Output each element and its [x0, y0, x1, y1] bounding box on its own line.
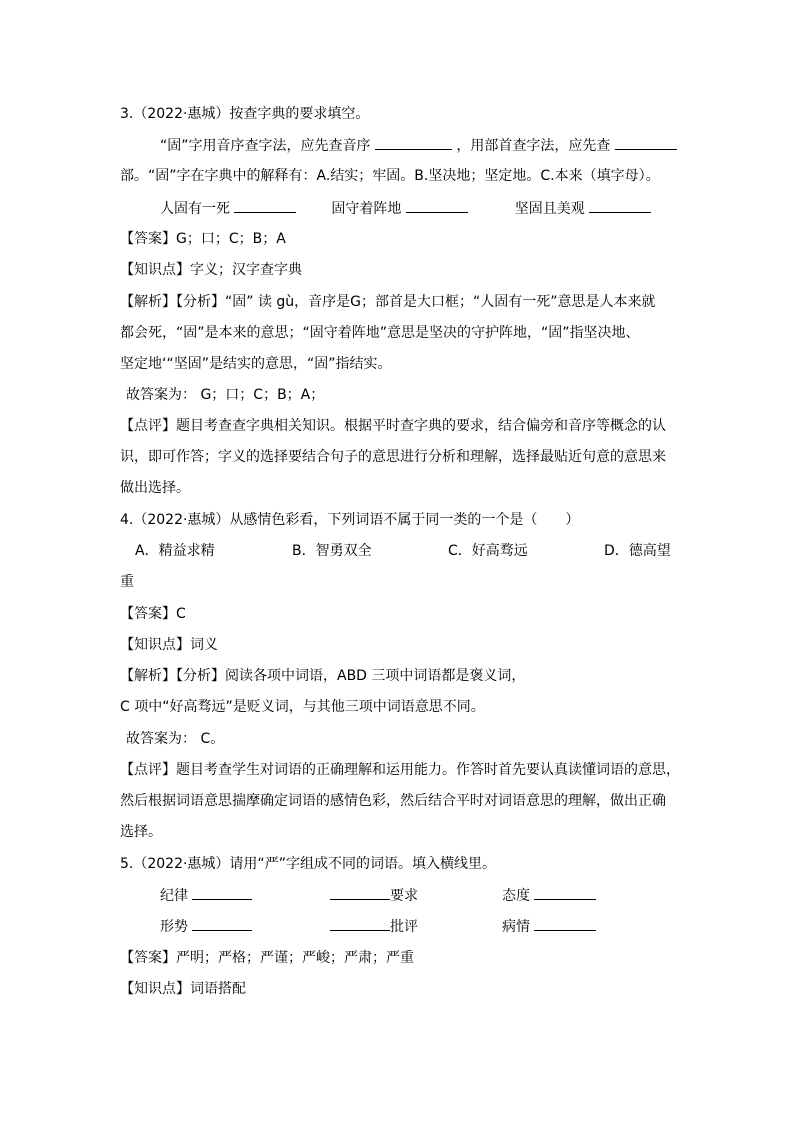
q4-title: 4.（2022·惠城）从感情色彩看，下列词语不属于同一类的一个是（ ）: [120, 512, 580, 528]
q4-option-b[interactable]: B．智勇双全: [292, 543, 372, 559]
q3-item-2: 固守着阵地: [331, 201, 402, 217]
q3-analysis-2: 都会死，“固”是本来的意思；“固守着阵地”意思是坚决的守护阵地，“固”指坚决地、: [120, 325, 640, 341]
q5-row-2a: [160, 916, 252, 937]
q4-option-d[interactable]: D．德高望: [604, 543, 671, 559]
q3-blank-1[interactable]: [375, 135, 452, 150]
q4-knowledge: 【知识点】词义: [120, 637, 218, 653]
q3-blank-3[interactable]: [234, 198, 296, 213]
q3-blank-5[interactable]: [589, 198, 651, 213]
q5-title: 5.（2022·惠城）请用“严”字组成不同的词语。填入横线里。: [120, 856, 496, 872]
q3-item-3: 坚固且美观: [514, 201, 585, 217]
q4-analysis-1: 【解析】【分析】阅读各项中词语，ABD 三项中词语都是褒义词，: [120, 668, 526, 684]
q3-analysis-3: 坚定地‘“坚固”是结实的意思，“固”指结实。: [120, 356, 392, 372]
q5-blank-3[interactable]: [534, 885, 596, 900]
q3-title: 3.（2022·惠城）按查字典的要求填空。: [120, 106, 370, 122]
q4-analysis-2: C 项中“好高骛远”是贬义词，与其他三项中词语意思不同。: [120, 699, 485, 715]
q3-comment-2: 识，即可作答；字义的选择要结合句子的意思进行分析和理解，选择最贴近句意的意思来: [120, 449, 666, 465]
q3-line1-b: ，用部首查字法，应先查: [456, 138, 611, 154]
q5-word-1: 纪律: [160, 888, 188, 904]
q5-answer: 【答案】严明；严格；严谨；严峻；严肃；严重: [120, 950, 414, 966]
q3-so-answer: 故答案为： G；口；C；B；A；: [126, 387, 325, 403]
q5-knowledge: 【知识点】词语搭配: [120, 981, 246, 997]
q5-blank-2[interactable]: [330, 885, 390, 900]
q3-blank-2[interactable]: [615, 135, 677, 150]
q5-word-2: 要求: [390, 888, 418, 904]
q3-answer: 【答案】G；口；C；B；A: [120, 231, 286, 247]
q3-analysis-1: 【解析】【分析】“固” 读 gù，音序是G；部首是大口框；“人固有一死”意思是人本来就: [120, 294, 656, 310]
q5-row-1a: [160, 885, 252, 906]
q4-option-a[interactable]: A．精益求精: [135, 543, 215, 559]
q5-word-6: 病情: [502, 919, 530, 935]
q4-comment-2: 然后根据词语意思揣摩确定词语的感情色彩，然后结合平时对词语意思的理解，做出正确: [120, 793, 666, 809]
q3-line2: 部。“固”字在字典中的解释有：A.结实；牢固。B.坚决地；坚定地。C.本来（填字母）。: [120, 168, 660, 184]
q4-comment-1: 【点评】题目考查学生对词语的正确理解和运用能力。作答时首先要认真读懂词语的意思，: [120, 762, 680, 778]
q5-blank-4[interactable]: [192, 916, 252, 931]
q3-line1: [160, 135, 677, 156]
q5-blank-5[interactable]: [330, 916, 390, 931]
q3-blank-4[interactable]: [406, 198, 468, 213]
q4-options: [135, 541, 215, 561]
q3-line1-a: “固”字用音序查字法，应先查音序: [160, 138, 371, 154]
q4-option-c[interactable]: C．好高骛远: [448, 543, 528, 559]
q5-row-1b: [330, 885, 418, 906]
q5-blank-1[interactable]: [192, 885, 252, 900]
q3-knowledge: 【知识点】字义；汉字查字典: [120, 262, 302, 278]
q5-word-5: 批评: [390, 919, 418, 935]
q3-comment-1: 【点评】题目考查查字典相关知识。根据平时查字典的要求，结合偏旁和音序等概念的认: [120, 418, 666, 434]
q3-items: [160, 198, 651, 219]
q5-row-1c: [502, 885, 596, 906]
q4-comment-3: 选择。: [120, 824, 162, 840]
q5-word-3: 态度: [502, 888, 530, 904]
q4-answer: 【答案】C: [120, 606, 186, 622]
q3-comment-3: 做出选择。: [120, 480, 190, 496]
q4-so-answer: 故答案为： C。: [126, 731, 225, 747]
q4-option-d-cont: 重: [120, 574, 134, 590]
q5-word-4: 形势: [160, 919, 188, 935]
q5-blank-6[interactable]: [534, 916, 596, 931]
q5-row-2c: [502, 916, 596, 937]
q5-row-2b: [330, 916, 418, 937]
q3-item-1: 人固有一死: [160, 201, 230, 217]
